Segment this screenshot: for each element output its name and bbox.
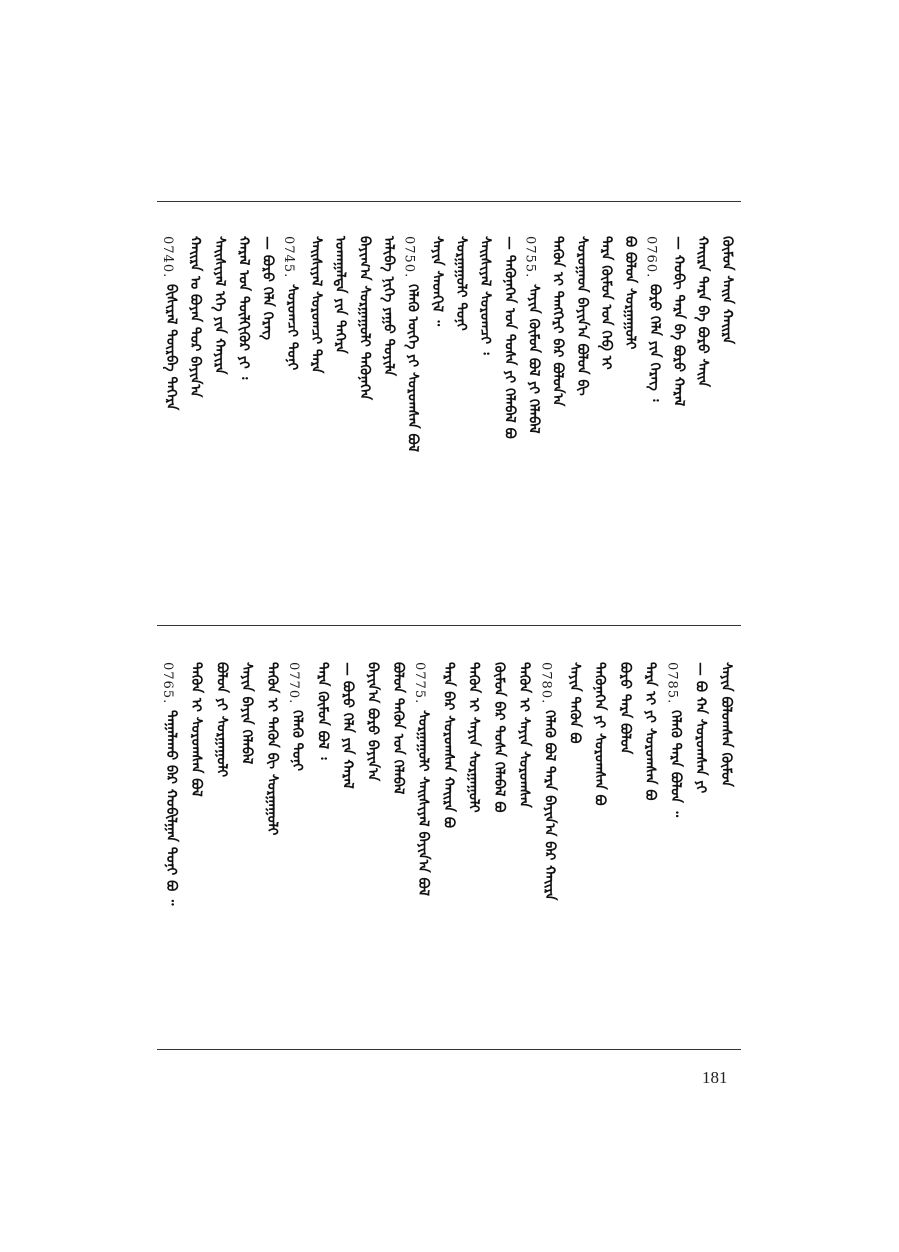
verse-line bbox=[305, 236, 329, 373]
verse-text: ᠰᠤᠷᠭᠠᠭᠤᠯᠢ ᠳᠤᠨᠢ bbox=[453, 236, 469, 331]
verse-text: ᠪᠤᠯᠤᠨ ᠲᠡᠭᠦᠨ ᠤᠨ ᠬᠡᠯᠡᠪᠡᠯ bbox=[389, 662, 406, 795]
verse-text: ᠠᠯᠢᠪᠠ ᠨᠢᠭᠡ ᠶᠠᠭᠤ ᠲᠤᠶᠢᠯᠡ bbox=[380, 236, 397, 377]
bottom-rule bbox=[157, 1049, 741, 1050]
verse-text: — ᠪᠤᠷᠤ ᠬᠡᠯᠡ ᠶᠢᠨ ᠬᠠᠷᠠᠯ bbox=[339, 662, 356, 789]
verse-text: ᠪᠤ ᠪᠤᠯᠤᠨ ᠰᠤᠷᠭᠠᠭᠤᠯᠢ bbox=[622, 236, 639, 350]
verse-line bbox=[614, 662, 638, 754]
verse-text: — ᠲᠡᠭᠦᠨᠡᠬᠡᠨ ᠤᠨ ᠲᠤᠰᠠ ᠶᠢ ᠬᠡᠯᠡᠪᠡᠯ ᠪᠤ bbox=[501, 236, 518, 439]
line-number: 0745. bbox=[280, 236, 296, 279]
line-number: 0785. bbox=[664, 662, 680, 705]
verse-line bbox=[286, 662, 310, 771]
verse-line bbox=[185, 662, 209, 797]
verse-line bbox=[337, 662, 361, 789]
verse-line bbox=[402, 236, 426, 452]
verse-line bbox=[412, 662, 436, 896]
verse-text: ᠲᠡᠭᠦᠨ ᠢ ᠲᠡᠭᠦᠨ ᠪᠢ ᠰᠤᠷᠭᠠᠭᠤᠯᠢ bbox=[263, 662, 280, 836]
verse-line bbox=[281, 236, 305, 371]
verse-line bbox=[538, 662, 562, 901]
verse-line bbox=[426, 236, 450, 326]
verse-line bbox=[589, 662, 613, 806]
verse-text: ᠪᠤᠷᠤ ᠲᠡᠷᠡ ᠪᠤᠯᠤᠨ bbox=[616, 662, 633, 755]
verse-line bbox=[329, 236, 353, 354]
verse-text: ᠰᠤᠷᠤᠭᠴᠢ ᠳᠤᠨᠢ bbox=[283, 284, 300, 371]
verse-line bbox=[311, 662, 335, 760]
verse-line bbox=[643, 236, 667, 402]
verse-line bbox=[715, 662, 739, 787]
verse-line bbox=[664, 662, 688, 817]
verse-line bbox=[474, 236, 498, 355]
verse-text: ᠰᠤᠷᠭᠠᠭᠤᠯᠢ ᠰᠠᠢᠰᠢᠶᠠᠯ ᠪᠠᠶᠢᠨ᠎ᠠ ᠪᠤᠯ bbox=[415, 710, 432, 897]
verse-line bbox=[692, 236, 716, 387]
verse-text: ᠲᠡᠭᠦᠨ ᠢ ᠲᠡᠩᠭᠡᠷᠢ ᠪᠡᠷ ᠪᠤᠯᠤᠨ᠎ᠠ bbox=[549, 236, 566, 407]
line-number: 0750. bbox=[401, 236, 417, 279]
verse-line bbox=[261, 662, 285, 835]
verse-block-top bbox=[160, 236, 740, 606]
line-number: 0770. bbox=[286, 662, 302, 705]
verse-text: ᠲᠡᠷᠡ ᠢ ᠶᠢ ᠰᠤᠷᠤᠭᠰᠠᠨ ᠪᠤ bbox=[642, 662, 659, 801]
line-number: 0740. bbox=[160, 236, 175, 279]
verse-text: ᠪᠠᠶᠢᠨ᠎ᠠ ᠪᠤᠷᠤ ᠪᠠᠶᠢᠨ᠎ᠠ bbox=[364, 662, 381, 782]
verse-line bbox=[488, 662, 512, 813]
verse-line bbox=[210, 662, 234, 777]
verse-text: ᠰᠠᠶᠢᠨ ᠬᠦᠮᠦᠨ ᠪᠤᠯ ᠶᠢ ᠬᠡᠯᠡᠪᠡᠯ bbox=[525, 284, 542, 434]
verse-line bbox=[639, 662, 663, 801]
verse-line bbox=[236, 662, 260, 764]
verse-line bbox=[160, 236, 184, 410]
verse-text: ᠲᠡᠷᠡ ᠬᠦᠮᠦᠨ ᠪᠤᠯ ᠄ bbox=[314, 662, 331, 760]
verse-line bbox=[378, 236, 402, 376]
verse-text: — ᠪᠤ ᠬᠠ ᠰᠤᠷᠤᠭᠰᠠᠨ ᠶᠢ bbox=[692, 662, 709, 794]
line-number: 0775. bbox=[412, 662, 428, 705]
verse-line bbox=[595, 236, 619, 370]
verse-line bbox=[233, 236, 257, 379]
line-number: 0780. bbox=[538, 662, 554, 705]
page-number: 181 bbox=[702, 1068, 728, 1087]
verse-text: ᠬᠡᠯᠡᠬᠦ ᠲᠤᠨᠢ bbox=[289, 710, 306, 772]
verse-line bbox=[437, 662, 461, 828]
verse-line bbox=[668, 236, 692, 406]
verse-text: ᠰᠠᠶᠢᠨ ᠲᠡᠭᠦᠨ ᠪᠤ bbox=[566, 662, 583, 744]
line-number: 0765. bbox=[160, 662, 175, 705]
verse-text: ᠲᠡᠭᠦᠨᠡᠬᠡᠨ ᠶᠢ ᠰᠤᠷᠤᠭᠰᠠᠨ ᠪᠤ bbox=[591, 662, 608, 806]
verse-line bbox=[563, 662, 587, 744]
verse-line bbox=[619, 236, 643, 349]
verse-line bbox=[450, 236, 474, 331]
verse-text: ᠪᠤᠯᠤᠨ ᠶᠢ ᠰᠤᠷᠭᠠᠭᠤᠯᠢ bbox=[213, 662, 230, 778]
verse-text: ᠲᠠᠭᠠᠯᠠᠬᠤ ᠪᠠᠷ ᠬᠤᠪᠢᠯᠭᠠᠨ ᠲᠤᠨᠢ ᠪᠤ ᠃ bbox=[163, 710, 179, 906]
verse-text: ᠪᠤᠷᠤ ᠬᠡᠯᠡ ᠶᠢᠨ ᠬᠡᠷᠡᠭ ᠄ bbox=[646, 284, 663, 402]
verse-text: ᠬᠦᠮᠦᠨ ᠪᠠᠷ ᠲᠤᠰᠠ ᠬᠡᠯᠡᠪᠡᠯ ᠪᠤ bbox=[490, 662, 507, 813]
verse-line bbox=[184, 236, 208, 397]
verse-line bbox=[523, 236, 547, 434]
verse-line bbox=[513, 662, 537, 808]
verse-text: ᠬᠠᠢᠷᠠ ᠤ ᠪᠤᠶᠠᠨ ᠳᠤᠷ ᠪᠠᠶᠢᠨ᠎ᠠ bbox=[187, 236, 204, 398]
verse-text: ᠰᠠᠶᠢᠨ ᠪᠤᠯᠤᠭᠰᠠᠨ ᠬᠦᠮᠦᠨ bbox=[717, 662, 734, 787]
verse-text: ᠲᠡᠷᠡ ᠪᠠᠷ ᠰᠤᠷᠤᠭᠰᠠᠨ ᠬᠠᠢᠷᠠ ᠪᠤ bbox=[440, 662, 457, 829]
verse-text: ᠪᠢᠰᠢᠷᠡᠯ ᠳᠦᠷᠪᠡ ᠳᠡᠭᠡᠷᠡ bbox=[163, 284, 179, 411]
verse-line bbox=[463, 662, 487, 813]
verse-line bbox=[571, 236, 595, 396]
verse-text: ᠬᠡᠯᠡᠬᠦ ᠲᠡᠷᠡ ᠪᠤᠯᠤᠨ ᠃ bbox=[667, 710, 684, 818]
verse-text: ᠰᠠᠢᠰᠢᠶᠠᠯ ᠰᠤᠷᠤᠭᠴᠢ ᠲᠡᠷᠡ bbox=[308, 236, 324, 374]
verse-line bbox=[690, 662, 714, 793]
verse-text: ᠬᠡᠯᠡᠬᠦ ᠦᠭᠡ ᠶᠢ ᠰᠤᠷᠤᠭᠰᠠᠨ ᠪᠤᠯ bbox=[404, 284, 421, 453]
verse-text: ᠲᠡᠷᠡ ᠬᠦᠮᠦᠨ ᠤᠨ ᠬᠡᠪ ᠢ bbox=[598, 236, 614, 370]
verse-line bbox=[257, 236, 281, 340]
verse-text: ᠬᠦᠮᠦᠨ ᠰᠠᠢᠨ ᠬᠠᠢᠷᠠ bbox=[718, 236, 735, 345]
verse-text: ᠪᠠᠶᠢᠭ᠎ᠠ ᠰᠤᠷᠭᠠᠭᠤᠯᠢ ᠲᠡᠭᠦᠨᠡᠬᠡᠨ bbox=[356, 236, 373, 401]
line-number: 0755. bbox=[522, 236, 538, 279]
verse-text: ᠲᠡᠭᠦᠨ ᠢ ᠰᠠᠶᠢᠨ ᠰᠤᠷᠤᠭᠰᠠᠨ bbox=[516, 662, 533, 808]
verse-line bbox=[362, 662, 386, 781]
verse-text: ᠬᠠᠢᠷᠠ ᠲᠡᠷᠡ ᠪᠠ ᠪᠤᠷᠤ ᠰᠠᠢᠨ bbox=[694, 236, 711, 388]
line-number: 0760. bbox=[643, 236, 659, 279]
verse-text: ᠰᠠᠶᠢᠨ ᠰᠡᠳᠬᠢᠯ ᠃ bbox=[428, 236, 445, 327]
verse-line bbox=[716, 236, 740, 344]
verse-line bbox=[387, 662, 411, 794]
verse-text: — ᠪᠤᠷᠤ ᠬᠡᠯᠡ ᠬᠡᠷᠡᠭ bbox=[259, 236, 276, 340]
verse-block-bottom bbox=[160, 662, 740, 1032]
verse-text: — ᠬᠤᠪᠢ ᠲᠡᠷᠡ ᠪᠠ ᠪᠤᠷᠤ ᠬᠠᠷᠠᠯ bbox=[670, 236, 687, 407]
verse-text: ᠰᠤᠷᠤᠭᠠᠳ ᠪᠠᠶᠢᠨ᠎ᠠ ᠪᠤᠯᠤᠨ ᠪᠢ bbox=[573, 236, 590, 396]
verse-text: ᠰᠠᠢᠰᠢᠶᠠᠯ ᠡᠬᠡ ᠶᠢᠨ ᠬᠠᠶᠢᠷᠠ bbox=[211, 236, 228, 375]
verse-line bbox=[160, 662, 184, 906]
verse-line bbox=[208, 236, 232, 374]
middle-rule bbox=[157, 625, 741, 626]
top-rule bbox=[157, 201, 741, 202]
verse-text: ᠲᠡᠭᠦᠨ ᠢ ᠰᠠᠶᠢᠨ ᠰᠤᠷᠭᠠᠭᠤᠯᠢ bbox=[465, 662, 482, 813]
verse-line bbox=[498, 236, 522, 439]
verse-text: ᠤᠬᠠᠭᠠᠯᠲᠠ ᠶᠢᠨ ᠳᠡᠭᠡᠷᠡ bbox=[332, 236, 349, 354]
verse-line bbox=[353, 236, 377, 400]
verse-text: ᠬᠡᠯᠡᠬᠦ ᠪᠤᠯ ᠲᠡᠷᠡ ᠪᠠᠶᠢᠨ᠎ᠠ ᠪᠠᠷ ᠬᠠᠢᠷᠠ bbox=[541, 710, 558, 901]
verse-text: ᠲᠡᠭᠦᠨ ᠢ ᠰᠤᠷᠤᠭᠰᠠᠨ ᠪᠤᠯ bbox=[188, 662, 205, 797]
verse-text: ᠬᠠᠷᠠᠯ ᠤᠨ ᠲᠦᠯᠬᠢᠭᠦᠷ ᠶᠢ ᠄ bbox=[235, 236, 252, 380]
verse-text: ᠰᠠᠢᠰᠢᠶᠠᠯ ᠰᠤᠷᠤᠭᠴᠢ ᠄ bbox=[477, 236, 494, 355]
verse-line bbox=[547, 236, 571, 406]
verse-text: ᠰᠠᠶᠢᠨ ᠪᠠᠶᠢᠨ ᠬᠡᠯᠡᠪᠡᠯ bbox=[238, 662, 255, 765]
